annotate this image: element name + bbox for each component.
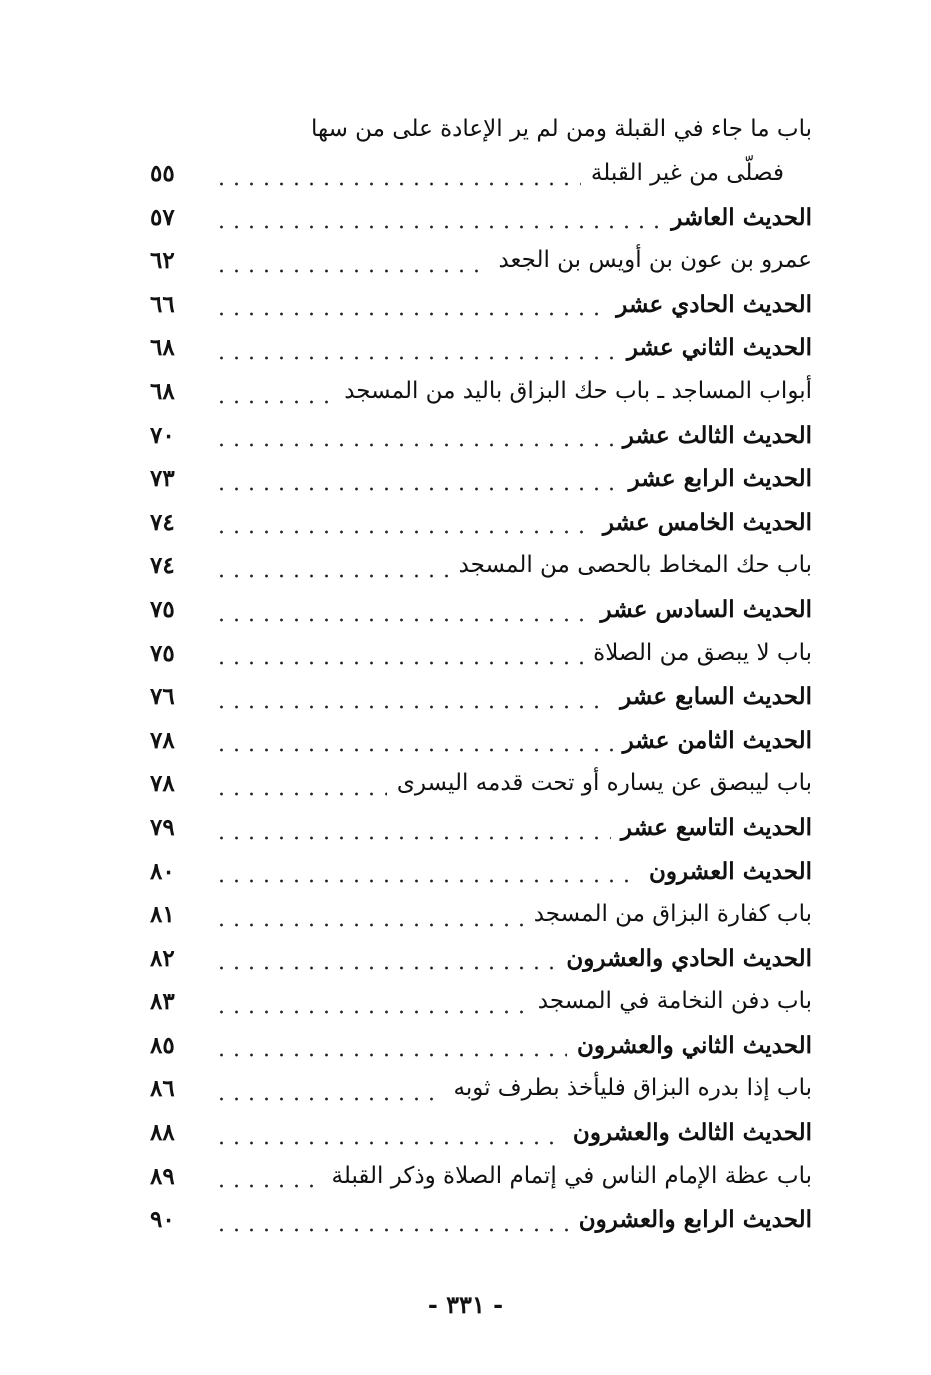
toc-entry-page-number: ٧٩ — [150, 813, 175, 841]
dot-leader — [214, 1117, 563, 1147]
toc-entry-page-number: ٩٠ — [150, 1206, 175, 1234]
toc-entry — [150, 762, 812, 806]
dot-leader — [214, 594, 591, 624]
toc-entry — [150, 370, 812, 414]
toc-entry-page-number: ٨٩ — [150, 1162, 175, 1190]
toc-entry-title: عمرو بن عون بن أويس بن الجعد — [498, 247, 812, 274]
dot-leader — [214, 899, 524, 929]
toc-entry-title: باب ليبصق عن يساره أو تحت قدمه اليسرى — [396, 770, 812, 797]
toc-entry-page-number: ٧٥ — [150, 639, 175, 667]
toc-entry — [150, 937, 812, 981]
toc-entry-title: الحديث الثامن عشر — [622, 726, 812, 754]
toc-entry-page-number: ٧٣ — [150, 465, 175, 493]
toc-entry-title: الحديث الثاني عشر — [626, 334, 812, 362]
dot-leader — [214, 463, 619, 493]
toc-entry — [150, 1155, 812, 1199]
toc-entry-title: أبواب المساجد ـ باب حك البزاق باليد من المسجد — [344, 377, 812, 404]
toc-entry — [150, 196, 812, 240]
toc-entry-page-number: ٥٥ — [150, 160, 175, 187]
toc-entry-title: باب حك المخاط بالحصى من المسجد — [458, 552, 812, 579]
toc-entry-title: الحديث الحادي عشر — [616, 290, 812, 318]
dot-leader — [214, 637, 583, 667]
toc-entry-page-number: ٦٦ — [150, 290, 175, 318]
dot-leader — [214, 1160, 322, 1190]
toc-entry-page-number: ٧٦ — [150, 683, 175, 711]
dot-leader — [214, 681, 610, 711]
dot-leader — [214, 158, 581, 188]
toc-entry-page-number: ٨٢ — [150, 944, 175, 972]
toc-entry-title: الحديث التاسع عشر — [620, 813, 812, 841]
page-number-footer: - ٣٣١ - — [427, 1290, 504, 1319]
toc-entry — [150, 893, 812, 937]
dot-leader — [214, 201, 661, 231]
toc-entry-title: باب لا يبصق من الصلاة — [593, 639, 812, 666]
toc-entry-title: باب عظة الإمام الناس في إتمام الصلاة وذكر القبلة — [331, 1162, 812, 1189]
toc-entry-page-number: ٨٠ — [150, 857, 175, 885]
dot-leader — [214, 942, 556, 972]
dot-leader — [214, 986, 528, 1016]
dot-leader — [214, 768, 387, 798]
toc-entry — [150, 632, 812, 676]
toc-entry-title: الحديث الثالث عشر — [622, 421, 812, 449]
toc-entry-page-number: ٧٨ — [150, 770, 175, 798]
dot-leader — [214, 288, 606, 318]
toc-entry-title: الحديث الرابع والعشرون — [578, 1206, 812, 1234]
toc-entry — [150, 501, 812, 545]
toc-entry-page-number: ٧٤ — [150, 508, 175, 536]
dot-leader — [214, 245, 488, 275]
toc-entry — [150, 239, 812, 283]
table-of-contents — [150, 106, 812, 1242]
toc-entry — [150, 1111, 812, 1155]
toc-entry-page-number: ٧٤ — [150, 552, 175, 580]
toc-entry-title: باب إذا بدره البزاق فليأخذ بطرف ثوبه — [453, 1075, 812, 1102]
dot-leader — [214, 1029, 567, 1059]
toc-entry — [150, 1198, 812, 1242]
dot-leader — [214, 812, 611, 842]
dot-leader — [214, 1204, 569, 1234]
toc-entry-page-number: ٨١ — [150, 901, 175, 929]
toc-entry-page-number: ٦٨ — [150, 377, 175, 405]
toc-entry-title: الحديث الرابع عشر — [628, 465, 812, 493]
toc-entry — [150, 850, 812, 894]
toc-entry-page-number: ٧٠ — [150, 421, 175, 449]
toc-entry-title: الحديث العاشر — [671, 203, 812, 231]
dot-leader — [214, 550, 449, 580]
toc-entry-page-number: ٨٦ — [150, 1075, 175, 1103]
dot-leader — [214, 506, 593, 536]
toc-entry-page-number: ٦٨ — [150, 334, 175, 362]
dot-leader — [214, 855, 639, 885]
dot-leader — [214, 419, 613, 449]
toc-entry — [150, 1024, 812, 1068]
toc-entry-page-number: ٧٥ — [150, 595, 175, 623]
toc-entry — [150, 806, 812, 850]
dot-leader — [214, 1073, 443, 1103]
toc-entry-page-number: ٨٥ — [150, 1031, 175, 1059]
toc-entry-page-number: ٨٨ — [150, 1119, 175, 1147]
toc-entry-title: الحديث السادس عشر — [600, 595, 812, 623]
toc-entry — [150, 283, 812, 327]
dot-leader — [214, 376, 334, 406]
toc-entry-title: فصلّى من غير القبلة — [590, 160, 784, 186]
toc-entry — [150, 675, 812, 719]
toc-entry — [150, 588, 812, 632]
toc-entry-title: باب دفن النخامة في المسجد — [537, 988, 812, 1015]
toc-entry — [150, 544, 812, 588]
toc-entry-page-number: ٧٨ — [150, 726, 175, 754]
toc-entry-page-number: ٥٧ — [150, 203, 175, 231]
toc-entry-title: الحديث الثالث والعشرون — [572, 1119, 812, 1147]
toc-section-heading: باب ما جاء في القبلة ومن لم ير الإعادة على من سها — [310, 116, 812, 142]
dot-leader — [214, 724, 613, 754]
toc-entry-title: الحديث العشرون — [648, 857, 812, 885]
toc-entry-page-number: ٨٣ — [150, 988, 175, 1016]
toc-entry — [150, 1067, 812, 1111]
dot-leader — [214, 332, 617, 362]
toc-entry — [150, 457, 812, 501]
toc-entry — [150, 719, 812, 763]
toc-entry-page-number: ٦٢ — [150, 247, 175, 275]
toc-entry-title: الحديث الخامس عشر — [602, 508, 812, 536]
toc-entry — [150, 414, 812, 458]
toc-entry — [150, 152, 812, 196]
toc-entry-title: الحديث السابع عشر — [620, 683, 812, 711]
toc-entry-title: الحديث الحادي والعشرون — [566, 944, 812, 972]
toc-entry-title: باب كفارة البزاق من المسجد — [533, 901, 812, 928]
toc-entry — [150, 326, 812, 370]
toc-entry-title: الحديث الثاني والعشرون — [576, 1031, 812, 1059]
toc-entry — [150, 980, 812, 1024]
toc-entries — [150, 152, 812, 1242]
